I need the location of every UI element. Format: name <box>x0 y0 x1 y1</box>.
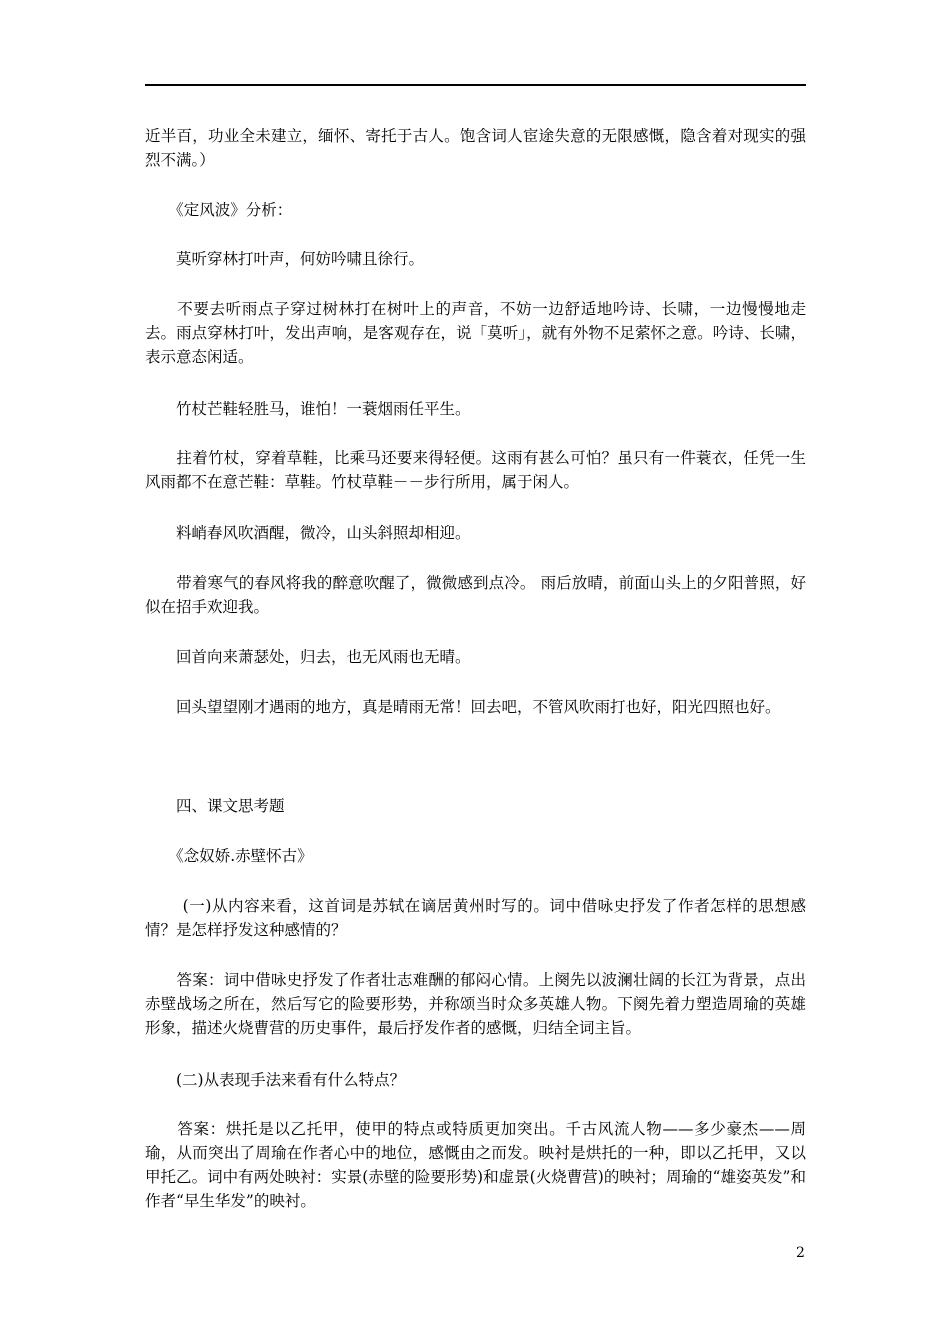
poem-line: 莫听穿林打叶声，何妨吟啸且徐行。 <box>145 250 425 268</box>
answer-paragraph: 答案：烘托是以乙托甲，使甲的特点或特质更加突出。千古风流人物——多少豪杰——周瑜，从而突出了周瑜在作者心中的地位，感慨由之而发。映衬是烘托的一种，即以乙托甲，又以甲托乙。词中有两处映衬：实景(赤壁的险要形势)和虚景(火烧曹营)的映衬；周瑜的“雄姿英发”和作者“早生华发”的映衬。 <box>145 1120 806 1210</box>
question-paragraph: (二)从表现手法来看有什么特点？ <box>145 1071 406 1089</box>
poem-line: 回首向来萧瑟处，归去，也无风雨也无晴。 <box>145 648 471 666</box>
poem-line: 料峭春风吹酒醒，微冷，山头斜照却相迎。 <box>145 524 471 542</box>
paragraph-continuation: 近半百，功业全未建立，缅怀、寄托于古人。饱含词人宦途失意的无限感慨，隐含着对现实的强烈不满。） <box>145 127 806 169</box>
explanation-paragraph: 不要去听雨点子穿过树林打在树叶上的声音，不妨一边舒适地吟诗、长啸，一边慢慢地走去。雨点穿林打叶，发出声响，是客观存在，说「莫听」，就有外物不足萦怀之意。吟诗、长啸，表示意态闲适。 <box>145 300 806 366</box>
header-rule <box>145 84 806 86</box>
explanation-paragraph: 拄着竹杖，穿着草鞋，比乘马还要来得轻便。这雨有甚么可怕？虽只有一件蓑衣，任凭一生风雨都不在意芒鞋：草鞋。竹杖草鞋－－步行所用，属于闲人。 <box>145 449 806 491</box>
explanation-paragraph: 带着寒气的春风将我的醉意吹醒了，微微感到点冷。 雨后放晴，前面山头上的夕阳普照，好似在招手欢迎我。 <box>145 574 806 616</box>
answer-paragraph: 答案：词中借咏史抒发了作者壮志难酬的郁闷心情。上阕先以波澜壮阔的长江为背景，点出赤壁战场之所在，然后写它的险要形势，并称颂当时众多英雄人物。下阕先着力塑造周瑜的英雄形象，描述火烧曹营的历史事件，最后抒发作者的感慨，归结全词主旨。 <box>145 971 806 1037</box>
section-heading-questions: 四、课文思考题 <box>145 797 285 815</box>
question-paragraph: (一)从内容来看，这首词是苏轼在谪居黄州时写的。词中借咏史抒发了作者怎样的思想感情？是怎样抒发这种感情的？ <box>145 897 806 939</box>
page-number: 2 <box>796 1245 805 1261</box>
subsection-heading-niannujiao: 《念奴娇.赤壁怀古》 <box>145 847 313 865</box>
section-heading-dingfengbo: 《定风波》分析： <box>145 201 293 219</box>
poem-line: 竹杖芒鞋轻胜马，谁怕！一蓑烟雨任平生。 <box>145 400 471 418</box>
explanation-paragraph: 回头望望刚才遇雨的地方，真是晴雨无常！回去吧，不管风吹雨打也好，阳光四照也好。 <box>145 698 781 716</box>
